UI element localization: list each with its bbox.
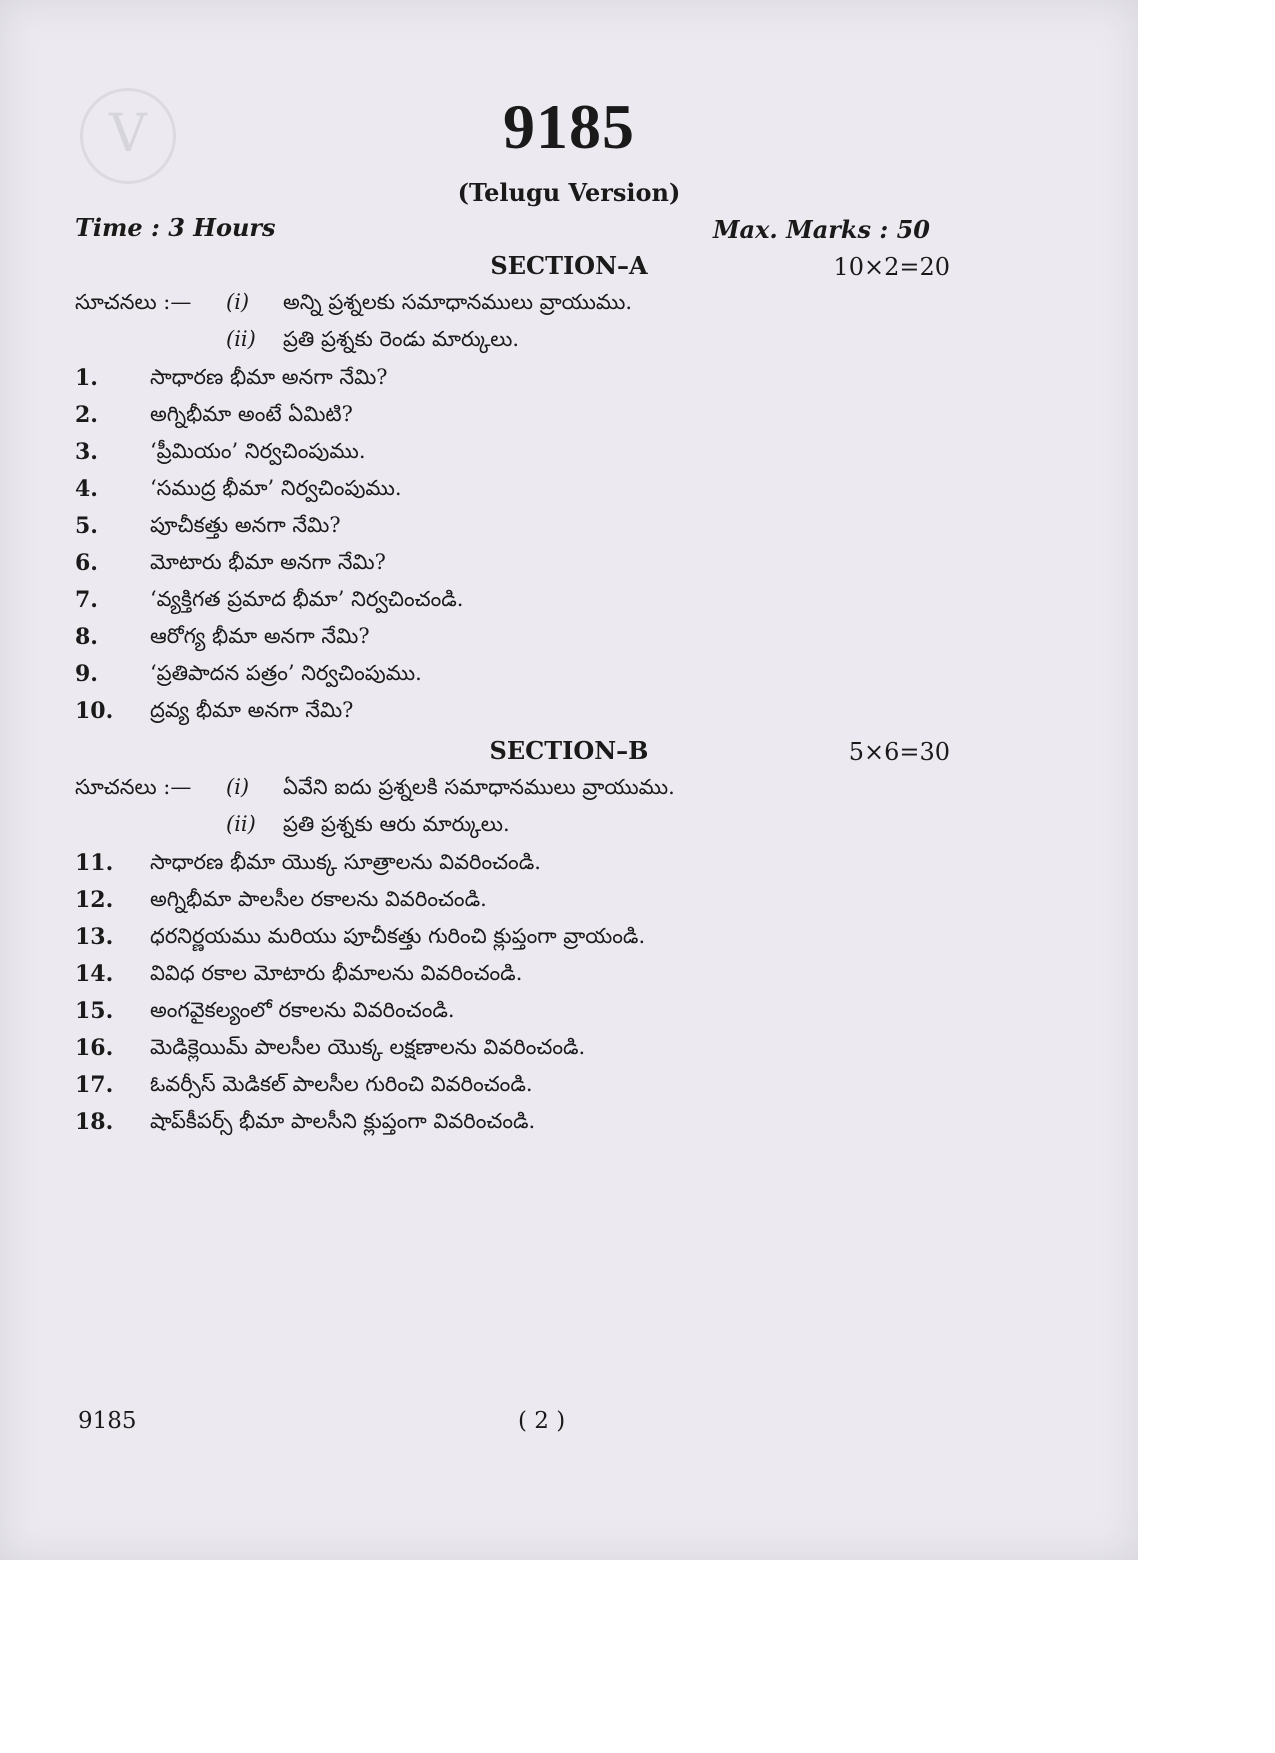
section-a-instruction-text: అన్ని ప్రశ్నలకు సమాధానములు వ్రాయుము. bbox=[283, 290, 633, 314]
paper-code: 9185 bbox=[503, 91, 635, 162]
watermark-seal: V bbox=[80, 88, 176, 184]
question-number: 16. bbox=[75, 1035, 114, 1061]
question-number: 14. bbox=[75, 961, 114, 987]
time-allowed: Time : 3 Hours bbox=[75, 213, 276, 242]
question-number: 15. bbox=[75, 998, 114, 1024]
question-text: సాధారణ భీమా యొక్క సూత్రాలను వివరించండి. bbox=[150, 850, 541, 874]
question-text: షాప్‌కీపర్స్ భీమా పాలసీని క్లుప్తంగా వివరించండి. bbox=[150, 1109, 536, 1133]
section-a-instructions-label: సూచనలు :— bbox=[75, 290, 192, 314]
section-b-marks: 5×6=30 bbox=[848, 738, 950, 766]
question-text: ఆరోగ్య భీమా అనగా నేమి? bbox=[150, 624, 370, 648]
section-b-instruction-num: (i) bbox=[226, 775, 250, 799]
question-text: అగ్నిభీమా పాలసీల రకాలను వివరించండి. bbox=[150, 887, 487, 911]
footer-paper-code: 9185 bbox=[78, 1408, 137, 1434]
question-number: 17. bbox=[75, 1072, 114, 1098]
question-text: ధరనిర్ణయము మరియు పూచీకత్తు గురించి క్లుప్తంగా వ్రాయండి. bbox=[150, 924, 646, 948]
question-number: 6. bbox=[75, 550, 98, 576]
section-b-instruction-text: ఏవేని ఐదు ప్రశ్నలకి సమాధానములు వ్రాయుము. bbox=[283, 775, 675, 799]
question-text: మోటారు భీమా అనగా నేమి? bbox=[150, 550, 386, 574]
paper-version: (Telugu Version) bbox=[457, 178, 681, 207]
question-text: అగ్నిభీమా అంటే ఏమిటి? bbox=[150, 402, 353, 426]
question-text: అంగవైకల్యంలో రకాలను వివరించండి. bbox=[150, 998, 455, 1022]
question-text: ‘ప్రీమియం’ నిర్వచింపుము. bbox=[150, 439, 366, 463]
question-number: 7. bbox=[75, 587, 98, 613]
question-text: ‘సముద్ర భీమా’ నిర్వచింపుము. bbox=[150, 476, 402, 500]
question-number: 13. bbox=[75, 924, 114, 950]
question-number: 3. bbox=[75, 439, 98, 465]
question-number: 9. bbox=[75, 661, 98, 687]
section-a-title: SECTION–A bbox=[490, 251, 648, 280]
section-a-marks: 10×2=20 bbox=[833, 253, 950, 281]
max-marks: Max. Marks : 50 bbox=[712, 215, 930, 244]
section-a-instruction-text: ప్రతి ప్రశ్నకు రెండు మార్కులు. bbox=[283, 327, 520, 351]
section-b-instruction-text: ప్రతి ప్రశ్నకు ఆరు మార్కులు. bbox=[283, 812, 510, 836]
question-text: ఓవర్సీస్ మెడికల్ పాలసీల గురించి వివరించండి. bbox=[150, 1072, 533, 1096]
question-text: ‘ప్రతిపాదన పత్రం’ నిర్వచింపుము. bbox=[150, 661, 422, 685]
question-number: 4. bbox=[75, 476, 98, 502]
section-a-instruction-num: (i) bbox=[226, 290, 250, 314]
section-b-title: SECTION–B bbox=[489, 736, 649, 765]
question-number: 5. bbox=[75, 513, 98, 539]
question-number: 12. bbox=[75, 887, 114, 913]
question-text: ద్రవ్య భీమా అనగా నేమి? bbox=[150, 698, 354, 722]
question-text: ‘వ్యక్తిగత ప్రమాద భీమా’ నిర్వచించండి. bbox=[150, 587, 464, 611]
question-number: 11. bbox=[75, 850, 114, 876]
question-number: 2. bbox=[75, 402, 98, 428]
page-number: ( 2 ) bbox=[518, 1408, 566, 1434]
question-text: మెడిక్లెయిమ్ పాలసీల యొక్క లక్షణాలను వివరించండి. bbox=[150, 1035, 586, 1059]
section-a-instruction-num: (ii) bbox=[226, 327, 256, 351]
question-number: 18. bbox=[75, 1109, 114, 1135]
question-text: సాధారణ భీమా అనగా నేమి? bbox=[150, 365, 388, 389]
question-number: 10. bbox=[75, 698, 114, 724]
question-text: పూచీకత్తు అనగా నేమి? bbox=[150, 513, 341, 537]
question-number: 8. bbox=[75, 624, 98, 650]
question-text: వివిధ రకాల మోటారు భీమాలను వివరించండి. bbox=[150, 961, 523, 985]
question-number: 1. bbox=[75, 365, 98, 391]
section-b-instruction-num: (ii) bbox=[226, 812, 256, 836]
section-b-instructions-label: సూచనలు :— bbox=[75, 775, 192, 799]
